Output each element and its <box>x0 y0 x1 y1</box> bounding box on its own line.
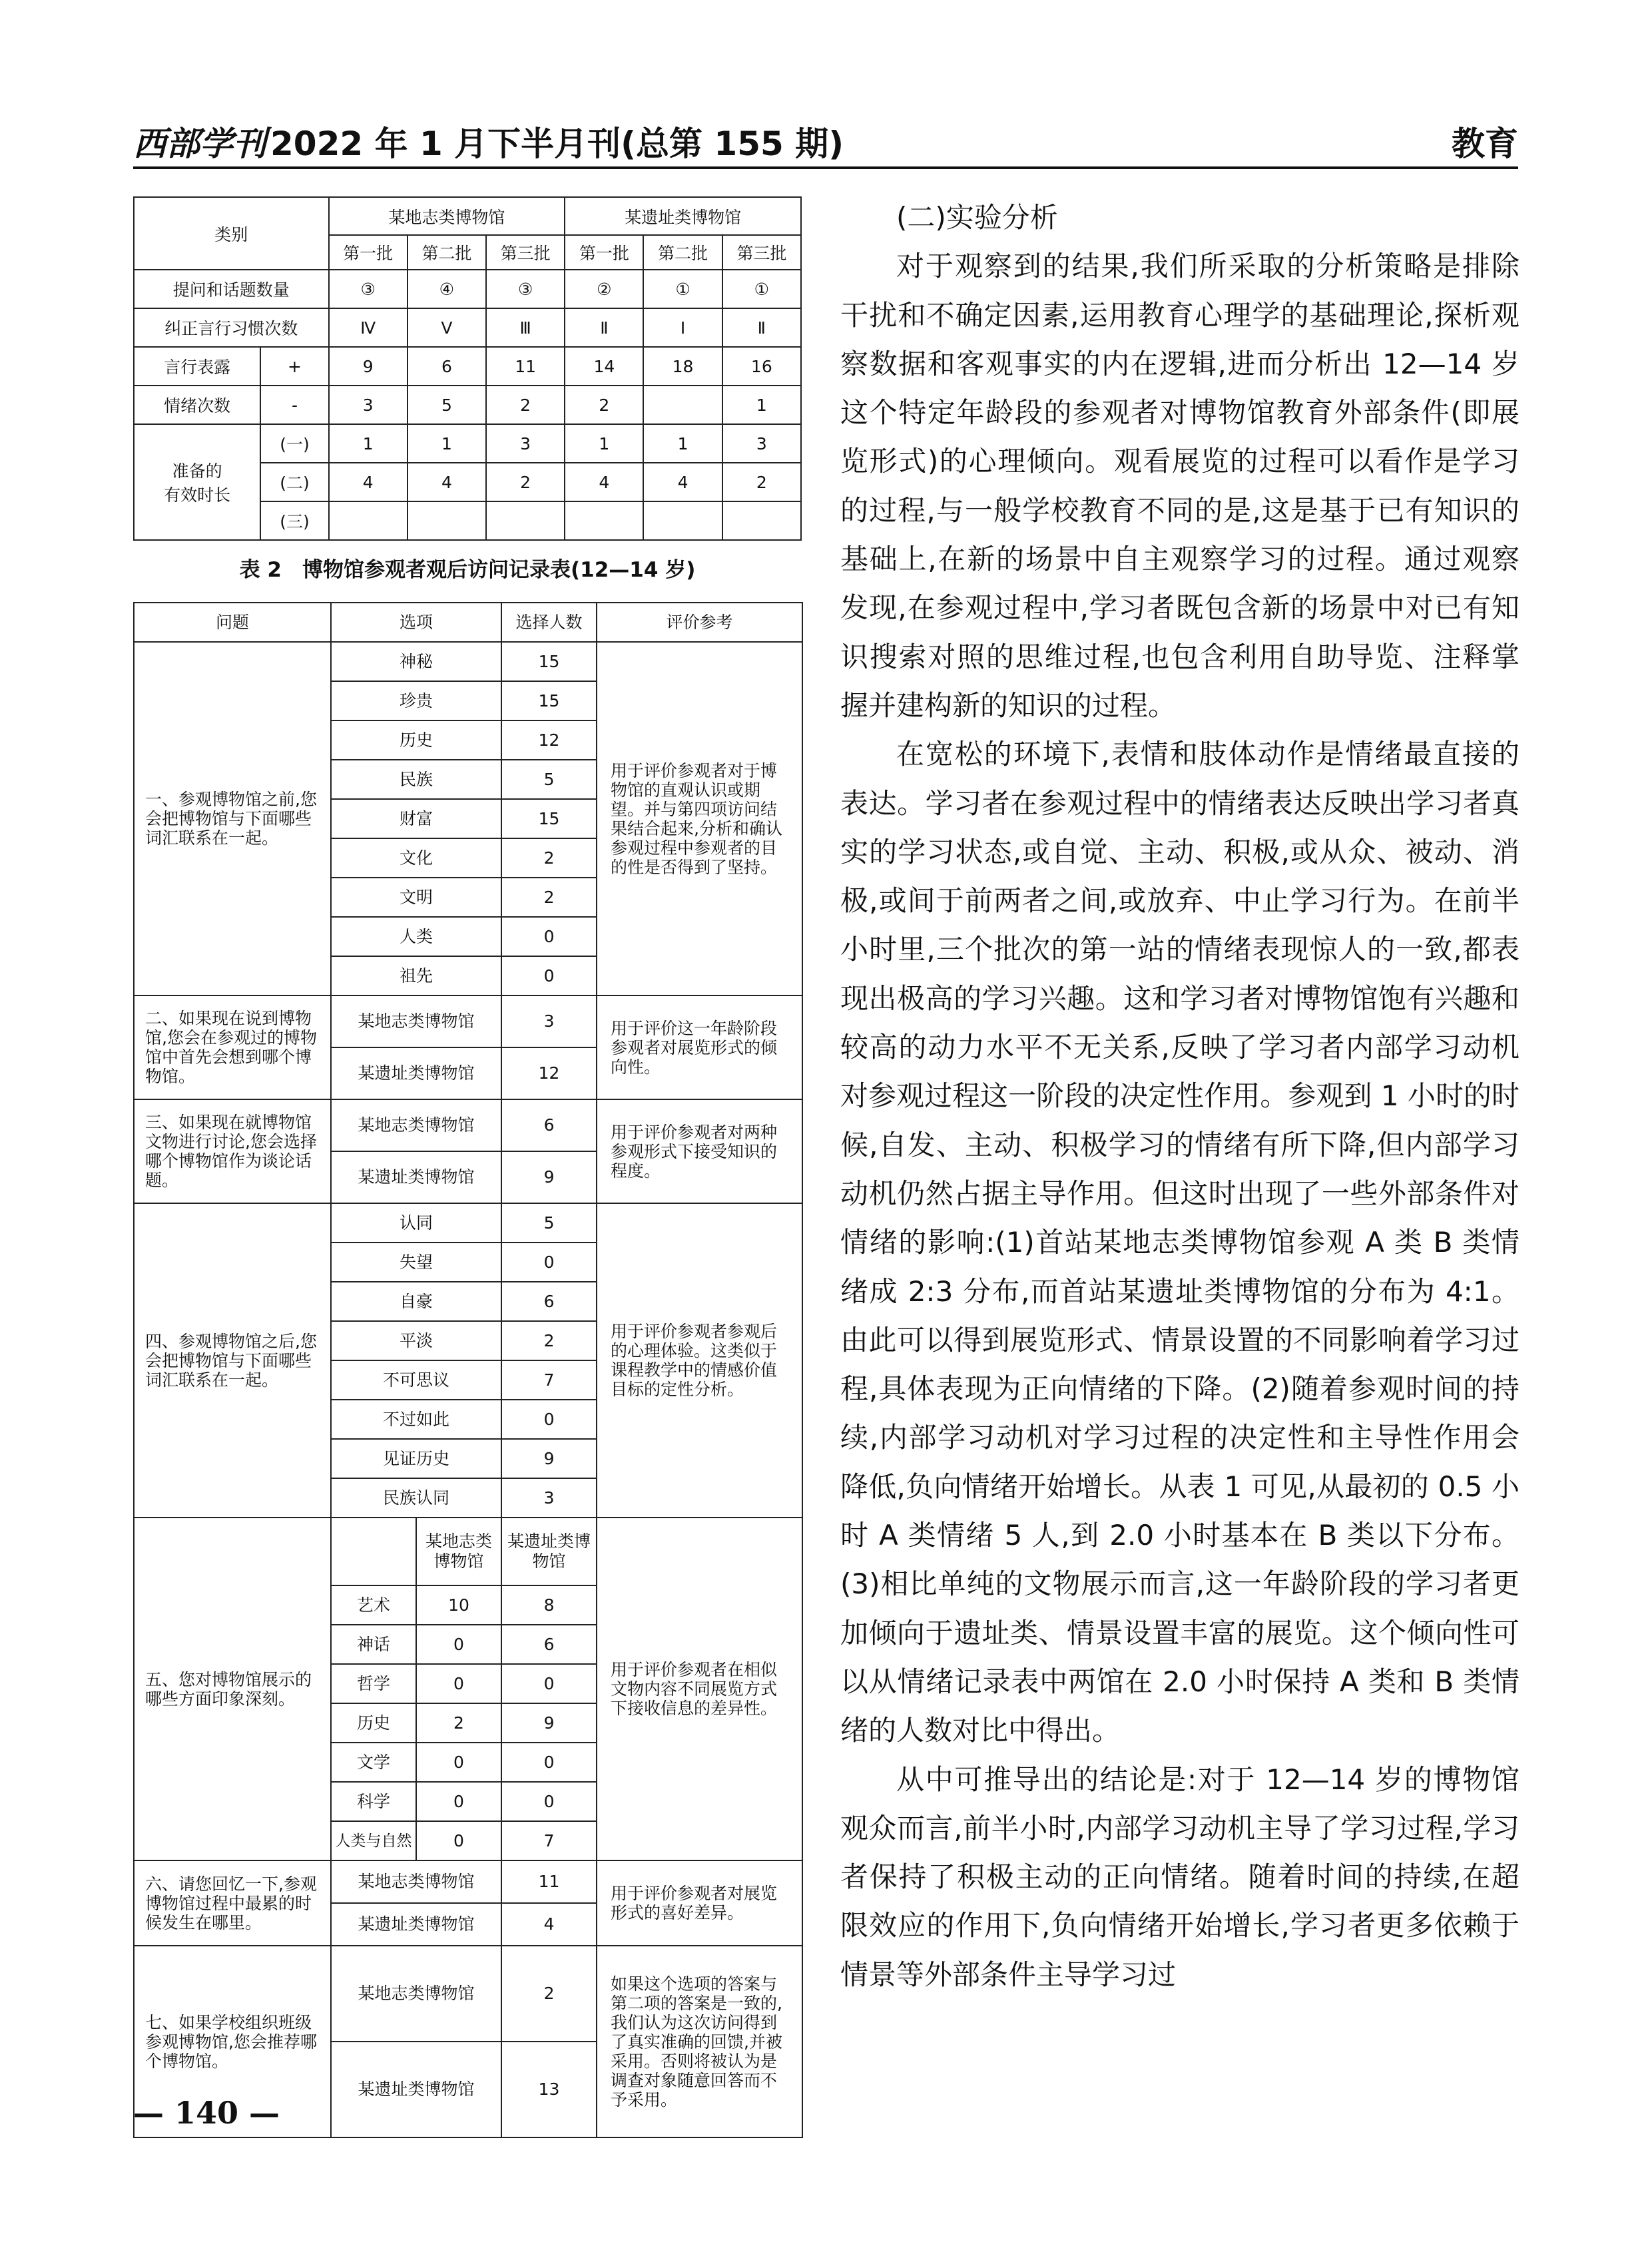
t1-sub: (三) <box>260 501 328 540</box>
option-label: 人类 <box>331 917 501 956</box>
t1-cell: Ⅲ <box>486 308 565 347</box>
option-label: 某地志类博物馆 <box>331 1946 501 2042</box>
header-rule <box>133 166 1518 169</box>
q2-question: 二、如果现在说到博物馆,您会在参观过的博物馆中首先会想到哪个博物馆。 <box>134 995 331 1099</box>
t1-cell: 2 <box>565 386 643 424</box>
t1-cell: 3 <box>486 424 565 463</box>
option-count: 6 <box>501 1099 597 1151</box>
table2-caption: 表 2 博物馆参观者观后访问记录表(12—14 岁) <box>239 558 696 582</box>
q5-a: 0 <box>416 1664 501 1703</box>
observation-table <box>133 196 802 541</box>
t2-header-count: 选择人数 <box>501 603 597 642</box>
q5-aspect: 艺术 <box>331 1585 416 1625</box>
option-count: 9 <box>501 1151 597 1203</box>
t1-group-b-header: 某遗址类博物馆 <box>565 197 801 235</box>
option-label: 认同 <box>331 1203 501 1243</box>
t1-cell: Ⅴ <box>408 308 486 347</box>
option-count: 0 <box>501 1400 597 1439</box>
section-subheading: (二)实验分析 <box>896 201 1058 234</box>
t1-cell: Ⅰ <box>643 308 722 347</box>
option-label: 祖先 <box>331 956 501 995</box>
t1-cell: 4 <box>329 463 408 501</box>
t1-group-a-header: 某地志类博物馆 <box>329 197 565 235</box>
t1-cell: 1 <box>643 424 722 463</box>
q6-eval: 用于评价参观者对展览形式的喜好差异。 <box>597 1860 802 1946</box>
t1-batch: 第二批 <box>643 235 722 270</box>
t1-cell: 14 <box>565 347 643 386</box>
option-count: 0 <box>501 956 597 995</box>
q5-b: 6 <box>501 1625 597 1664</box>
t1-prep-label-1: 准备的 <box>172 461 222 481</box>
option-label: 民族 <box>331 760 501 799</box>
t1-cell: 3 <box>722 424 801 463</box>
q5-a: 10 <box>416 1585 501 1625</box>
t1-batch: 第一批 <box>565 235 643 270</box>
t2-header-eval: 评价参考 <box>597 603 802 642</box>
t1-sign: + <box>260 347 328 386</box>
t1-batch: 第三批 <box>722 235 801 270</box>
t1-cell: ① <box>643 270 722 308</box>
t1-cell: 16 <box>722 347 801 386</box>
option-label: 自豪 <box>331 1282 501 1321</box>
q3-eval: 用于评价参观者对两种参观形式下接受知识的程度。 <box>597 1099 802 1203</box>
q5-aspect: 神话 <box>331 1625 416 1664</box>
option-count: 2 <box>501 838 597 878</box>
t1-cell: 18 <box>643 347 722 386</box>
option-count: 7 <box>501 1360 597 1400</box>
option-label: 某遗址类博物馆 <box>331 1047 501 1099</box>
t1-prep-label-2: 有效时长 <box>164 485 231 505</box>
q4-eval: 用于评价参观者参观后的心理体验。这类似于课程教学中的情感价值目标的定性分析。 <box>597 1203 802 1518</box>
t1-cell: ③ <box>486 270 565 308</box>
option-label: 民族认同 <box>331 1478 501 1518</box>
q5-b: 0 <box>501 1664 597 1703</box>
page-number: — 140 — <box>133 2095 280 2131</box>
t1-row-label: 情绪次数 <box>134 386 260 424</box>
q3-question: 三、如果现在就博物馆文物进行讨论,您会选择哪个博物馆作为谈论话题。 <box>134 1099 331 1203</box>
t2-header-question: 问题 <box>134 603 331 642</box>
t1-cell: Ⅱ <box>565 308 643 347</box>
option-count: 3 <box>501 995 597 1047</box>
q5-b: 7 <box>501 1821 597 1860</box>
article-body <box>840 193 1519 1999</box>
option-count: 2 <box>501 878 597 917</box>
q1-question: 一、参观博物馆之前,您会把博物馆与下面哪些词汇联系在一起。 <box>134 642 331 995</box>
t1-cell <box>408 501 486 540</box>
q5-b: 0 <box>501 1782 597 1821</box>
t1-batch: 第一批 <box>329 235 408 270</box>
paragraph: 对于观察到的结果,我们所采取的分析策略是排除干扰和不确定因素,运用教育心理学的基础理论,探析观察数据和客观事实的内在逻辑,进而分析出 12—14 岁这个特定年龄段的参观者对博物馆教育外部条件(即展览形式)的心理倾向。观看展览的过程可以看作是学习的过程,与一般学校教育不同的是,这是基于已有知识的基础上,在新的场景中自主观察学习的过程。通过观察发现,在参观过程中,学习者既包含新的场景中对已有知识搜索对照的思维过程,也包含利用自助导览、注释掌握并建构新的知识的过程。 <box>840 250 1519 722</box>
t1-cell: 1 <box>329 424 408 463</box>
t1-sub: (一) <box>260 424 328 463</box>
t1-cell: 9 <box>329 347 408 386</box>
t1-cell: 1 <box>565 424 643 463</box>
t1-cell: ① <box>722 270 801 308</box>
q7-question: 七、如果学校组织班级参观博物馆,您会推荐哪个博物馆。 <box>134 1946 331 2137</box>
t1-sign: - <box>260 386 328 424</box>
t1-row-label: 提问和话题数量 <box>134 270 329 308</box>
option-label: 神秘 <box>331 642 501 681</box>
option-count: 15 <box>501 799 597 838</box>
option-count: 0 <box>501 917 597 956</box>
option-count: 4 <box>501 1903 597 1946</box>
t1-cell: ③ <box>329 270 408 308</box>
paragraph: 从中可推导出的结论是:对于 12—14 岁的博物馆观众而言,前半小时,内部学习动机主导了学习过程,学习者保持了积极主动的正向情绪。随着时间的持续,在超限效应的作用下,负向情绪开始增长,学习者更多依赖于情景等外部条件主导学习过 <box>840 1763 1519 1991</box>
q5-col-a-header: 某地志类博物馆 <box>416 1518 501 1585</box>
section-name: 教育 <box>1452 125 1518 163</box>
option-count: 5 <box>501 1203 597 1243</box>
option-label: 见证历史 <box>331 1439 501 1478</box>
t1-cell <box>643 386 722 424</box>
option-label: 文化 <box>331 838 501 878</box>
q5-aspect: 人类与自然 <box>331 1821 416 1860</box>
option-count: 15 <box>501 642 597 681</box>
t1-cell <box>643 501 722 540</box>
q4-question: 四、参观博物馆之后,您会把博物馆与下面哪些词汇联系在一起。 <box>134 1203 331 1518</box>
option-label: 某地志类博物馆 <box>331 995 501 1047</box>
t1-cell: ④ <box>408 270 486 308</box>
option-label: 某地志类博物馆 <box>331 1099 501 1151</box>
t1-row-label: 言行表露 <box>134 347 260 386</box>
t1-cell: 3 <box>329 386 408 424</box>
q5-aspect: 历史 <box>331 1703 416 1743</box>
option-count: 6 <box>501 1282 597 1321</box>
q5-b: 8 <box>501 1585 597 1625</box>
t2-header-option: 选项 <box>331 603 501 642</box>
q5-b: 0 <box>501 1743 597 1782</box>
option-label: 失望 <box>331 1243 501 1282</box>
header-left <box>133 117 844 165</box>
option-count: 9 <box>501 1439 597 1478</box>
option-label: 某遗址类博物馆 <box>331 2042 501 2137</box>
t1-category-header: 类别 <box>134 197 329 270</box>
paragraph: 在宽松的环境下,表情和肢体动作是情绪最直接的表达。学习者在参观过程中的情绪表达反映出学习者真实的学习状态,或自觉、主动、积极,或从众、被动、消极,或间于前两者之间,或放弃、中止学习行为。在前半小时里,三个批次的第一站的情绪表现惊人的一致,都表现出极高的学习兴趣。这和学习者对博物馆饱有兴趣和较高的动力水平不无关系,反映了学习者内部学习动机对参观过程这一阶段的决定性作用。参观到 1 小时的时候,自发、主动、积极学习的情绪有所下降,但内部学习动机仍然占据主导作用。但这时出现了一些外部条件对情绪的影响:(1)首站某地志类博物馆参观 A 类 B 类情绪成 2:3 分布,而首站某遗址类博物馆的分布为 4:1。由此可以得到展览形式、情景设置的不同影响着学习过程,具体表现为正向情绪的下降。(2)随着参观时间的持续,内部学习动机对学习过程的决定性和主导性作用会降低,负向情绪开始增长。从表 1 可见,从最初的 0.5 小时 A 类情绪 5 人,到 2.0 小时基本在 B 类以下分布。(3)相比单纯的文物展示而言,这一年龄阶段的学习者更加倾向于遗址类、情景设置丰富的展览。这个倾向性可以从情绪记录表中两馆在 2.0 小时保持 A 类和 B 类情绪的人数对比中得出。 <box>840 738 1519 1747</box>
q5-b: 9 <box>501 1703 597 1743</box>
q5-blank-header <box>331 1518 416 1585</box>
option-label: 不过如此 <box>331 1400 501 1439</box>
option-label: 财富 <box>331 799 501 838</box>
t1-cell: 6 <box>408 347 486 386</box>
q5-eval: 用于评价参观者在相似文物内容不同展览方式下接收信息的差异性。 <box>597 1518 802 1860</box>
q5-aspect: 科学 <box>331 1782 416 1821</box>
interview-table <box>133 602 803 2138</box>
t1-cell: 11 <box>486 347 565 386</box>
option-label: 不可思议 <box>331 1360 501 1400</box>
t1-cell: 1 <box>722 386 801 424</box>
q5-aspect: 哲学 <box>331 1664 416 1703</box>
q5-aspect: 文学 <box>331 1743 416 1782</box>
option-count: 13 <box>501 2042 597 2137</box>
t1-cell: ② <box>565 270 643 308</box>
t1-cell: Ⅱ <box>722 308 801 347</box>
running-header <box>133 112 1518 165</box>
t1-batch: 第三批 <box>486 235 565 270</box>
t1-cell: 5 <box>408 386 486 424</box>
q5-a: 2 <box>416 1703 501 1743</box>
t1-row-label: 纠正言行习惯次数 <box>134 308 329 347</box>
option-label: 平淡 <box>331 1321 501 1360</box>
t1-sub: (二) <box>260 463 328 501</box>
q2-eval: 用于评价这一年龄阶段参观者对展览形式的倾向性。 <box>597 995 802 1099</box>
t1-batch: 第二批 <box>408 235 486 270</box>
option-count: 3 <box>501 1478 597 1518</box>
option-label: 某遗址类博物馆 <box>331 1151 501 1203</box>
t1-cell: 2 <box>486 386 565 424</box>
option-label: 某遗址类博物馆 <box>331 1903 501 1946</box>
q6-question: 六、请您回忆一下,参观博物馆过程中最累的时候发生在哪里。 <box>134 1860 331 1946</box>
q5-a: 0 <box>416 1625 501 1664</box>
option-count: 2 <box>501 1946 597 2042</box>
option-count: 12 <box>501 1047 597 1099</box>
t1-cell <box>565 501 643 540</box>
option-count: 5 <box>501 760 597 799</box>
option-label: 某地志类博物馆 <box>331 1860 501 1903</box>
option-label: 历史 <box>331 720 501 760</box>
t1-cell: Ⅳ <box>329 308 408 347</box>
t1-cell: 4 <box>643 463 722 501</box>
option-count: 11 <box>501 1860 597 1903</box>
t1-cell <box>722 501 801 540</box>
q7-eval: 如果这个选项的答案与第二项的答案是一致的,我们认为这次访问得到了真实准确的回馈,并被采用。否则将被认为是调查对象随意回答而不予采用。 <box>597 1946 802 2137</box>
q5-question: 五、您对博物馆展示的哪些方面印象深刻。 <box>134 1518 331 1860</box>
q5-a: 0 <box>416 1782 501 1821</box>
option-label: 文明 <box>331 878 501 917</box>
t1-cell: 4 <box>565 463 643 501</box>
journal-logo: 西部学刊 <box>133 124 266 163</box>
q5-a: 0 <box>416 1821 501 1860</box>
t1-cell: 4 <box>408 463 486 501</box>
t1-cell: 1 <box>408 424 486 463</box>
option-count: 2 <box>501 1321 597 1360</box>
q5-col-b-header: 某遗址类博物馆 <box>501 1518 597 1585</box>
option-count: 12 <box>501 720 597 760</box>
issue-info: 2022 年 1 月下半月刊(总第 155 期) <box>270 125 844 163</box>
t1-cell: 2 <box>722 463 801 501</box>
t1-prep-label <box>134 424 260 540</box>
option-count: 15 <box>501 681 597 720</box>
option-count: 0 <box>501 1243 597 1282</box>
t1-cell <box>329 501 408 540</box>
q1-eval: 用于评价参观者对于博物馆的直观认识或期望。并与第四项访问结果结合起来,分析和确认参观过程中参观者的目的性是否得到了坚持。 <box>597 642 802 995</box>
t1-cell <box>486 501 565 540</box>
t1-cell: 2 <box>486 463 565 501</box>
option-label: 珍贵 <box>331 681 501 720</box>
q5-a: 0 <box>416 1743 501 1782</box>
